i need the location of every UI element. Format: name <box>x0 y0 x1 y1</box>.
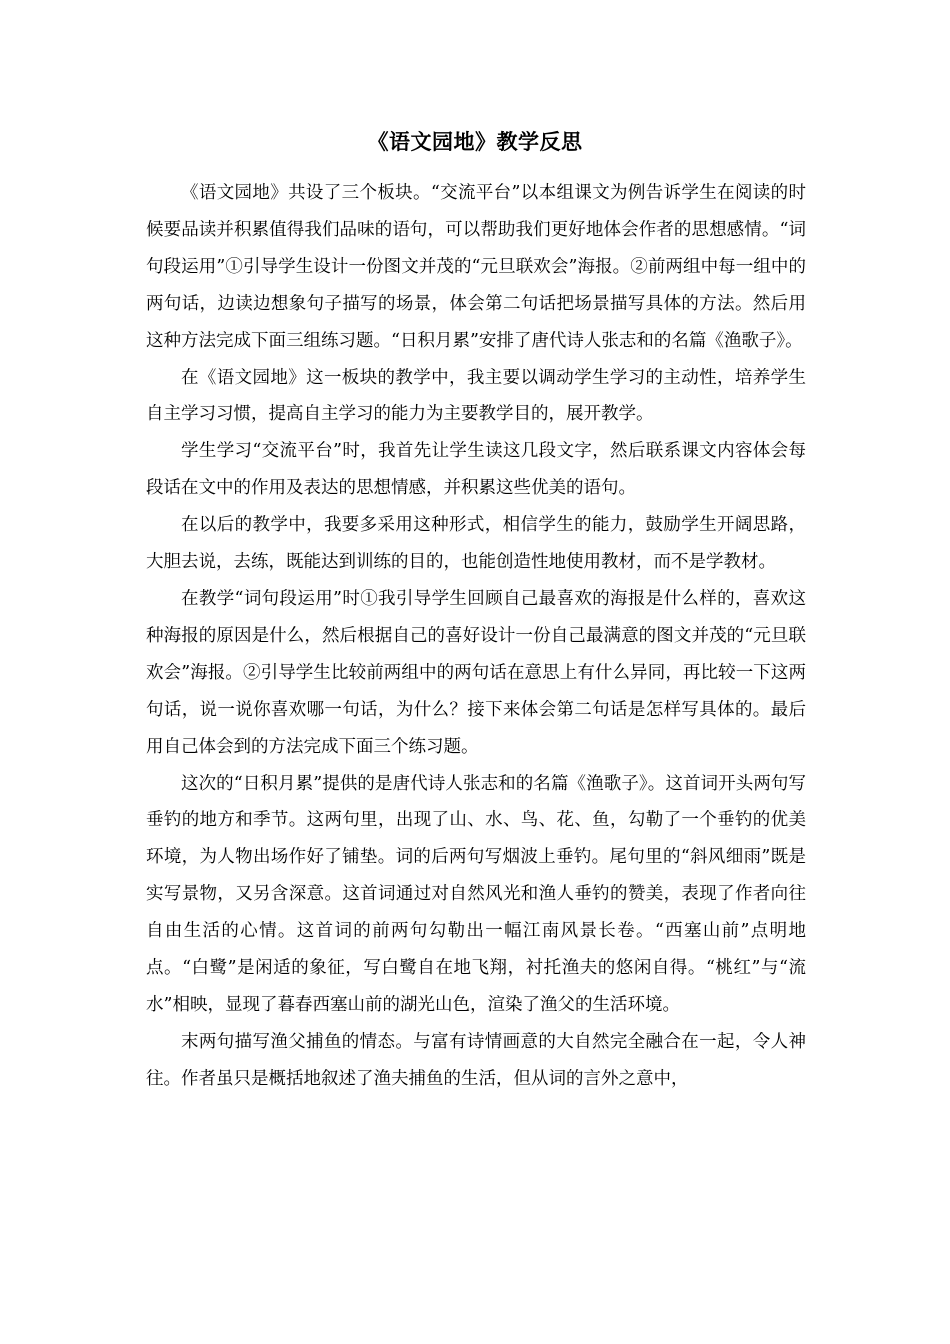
paragraph: 《语文园地》共设了三个板块。“交流平台”以本组课文为例告诉学生在阅读的时候要品读并积累值得我们品味的语句，可以帮助我们更好地体会作者的思想感情。“词句段运用”①引导学生设计一份图文并茂的“元旦联欢会”海报。②前两组中每一组中的两句话，边读边想象句子描写的场景，体会第二句话把场景描写具体的方法。然后用这种方法完成下面三组练习题。“日积月累”安排了唐代诗人张志和的名篇《渔歌子》。 <box>146 183 806 351</box>
paragraph: 学生学习“交流平台”时，我首先让学生读这几段文字，然后联系课文内容体会每段话在文中的作用及表达的思想情感，并积累这些优美的语句。 <box>146 441 806 499</box>
paragraph: 在《语文园地》这一板块的教学中，我主要以调动学生学习的主动性，培养学生自主学习习惯，提高自主学习的能力为主要教学目的，展开教学。 <box>146 367 806 425</box>
document-body <box>146 175 806 1098</box>
document-title: 《语文园地》教学反思 <box>367 129 583 154</box>
paragraph: 在以后的教学中，我要多采用这种形式，相信学生的能力，鼓励学生开阔思路，大胆去说，去练，既能达到训练的目的，也能创造性地使用教材，而不是学教材。 <box>146 515 806 573</box>
paragraph: 在教学“词句段运用”时①我引导学生回顾自己最喜欢的海报是什么样的，喜欢这种海报的原因是什么，然后根据自己的喜好设计一份自己最满意的图文并茂的“元旦联欢会”海报。②引导学生比较前两组中的两句话在意思上有什么异同，再比较一下这两句话，说一说你喜欢哪一句话，为什么？接下来体会第二句话是怎样写具体的。最后用自己体会到的方法完成下面三个练习题。 <box>146 588 806 757</box>
paragraph: 末两句描写渔父捕鱼的情态。与富有诗情画意的大自然完全融合在一起，令人神往。作者虽只是概括地叙述了渔夫捕鱼的生活，但从词的言外之意中， <box>146 1031 806 1089</box>
paragraph: 这次的“日积月累”提供的是唐代诗人张志和的名篇《渔歌子》。这首词开头两句写垂钓的地方和季节。这两句里，出现了山、水、鸟、花、鱼，勾勒了一个垂钓的优美环境，为人物出场作好了铺垫。词的后两句写烟波上垂钓。尾句里的“斜风细雨”既是实写景物，又另含深意。这首词通过对自然风光和渔人垂钓的赞美，表现了作者向往自由生活的心情。这首词的前两句勾勒出一幅江南风景长卷。“西塞山前”点明地点。“白鹭”是闲适的象征，写白鹭自在地飞翔，衬托渔夫的悠闲自得。“桃红”与“流水”相映，显现了暮春西塞山前的湖光山色，渲染了渔父的生活环境。 <box>146 773 806 1015</box>
